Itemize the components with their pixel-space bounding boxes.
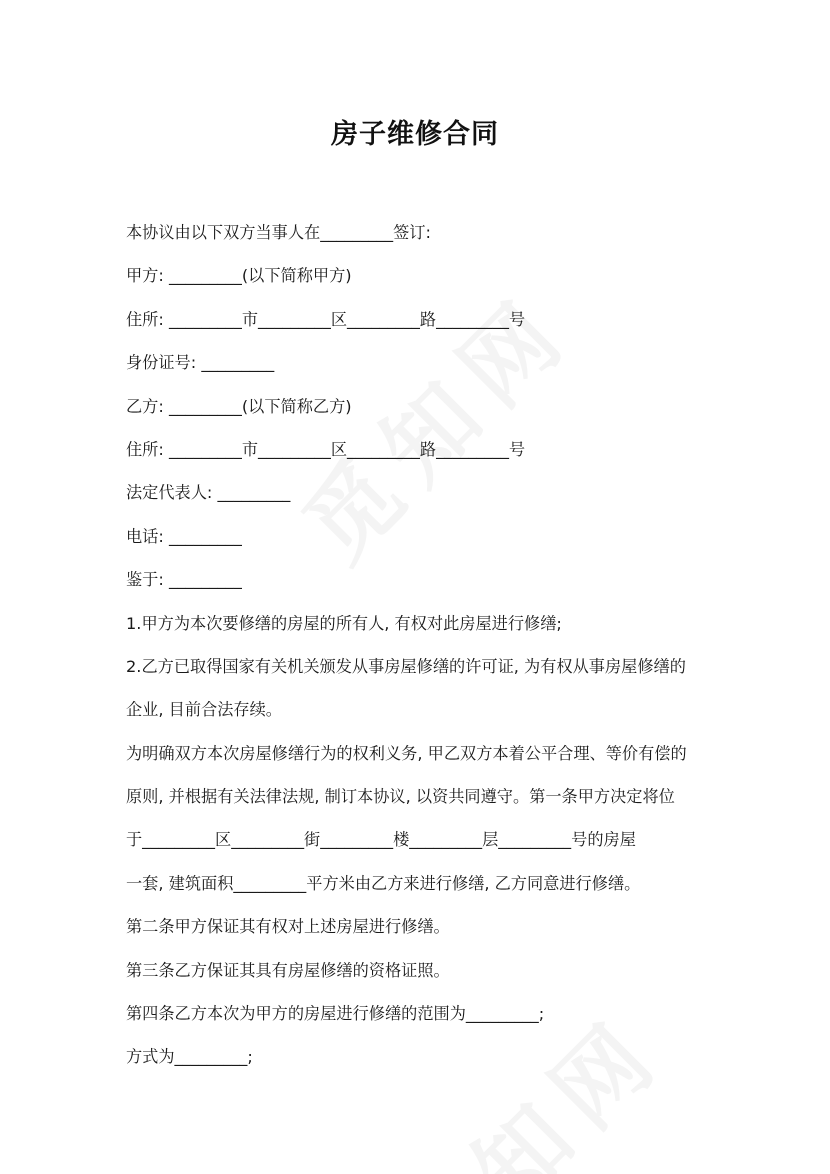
article-3-line: 第三条乙方保证其具有房屋修缮的资格证照。 — [126, 960, 450, 980]
purpose-cont-line: 原则, 并根据有关法律法规, 制订本协议, 以资共同遵守。第一条甲方决定将位 — [126, 787, 675, 807]
article-4-line: 第四条乙方本次为甲方的房屋进行修缮的范围为_________; — [126, 1004, 545, 1024]
party-a-address-line: 住所: _________市_________区_________路_________号 — [126, 309, 526, 329]
recital-1-line: 1.甲方为本次要修缮的房屋的所有人, 有权对此房屋进行修缮; — [126, 613, 562, 633]
recital-2-line: 2.乙方已取得国家有关机关颁发从事房屋修缮的许可证, 为有权从事房屋修缮的 — [126, 656, 686, 676]
phone-line: 电话: _________ — [126, 526, 242, 546]
party-b-address-line: 住所: _________市_________区_________路_________号 — [126, 439, 526, 459]
whereas-line: 鉴于: _________ — [126, 570, 242, 590]
id-number-line: 身份证号: _________ — [126, 353, 275, 373]
legal-representative-line: 法定代表人: _________ — [126, 483, 291, 503]
document-title: 房子维修合同 — [331, 119, 499, 150]
party-a-line: 甲方: _________(以下简称甲方) — [126, 266, 352, 286]
document-body — [126, 218, 712, 1086]
article-1-cont-line: 一套, 建筑面积_________平方米由乙方来进行修缮, 乙方同意进行修缮。 — [126, 873, 641, 893]
article-1-line: 于_________区_________街_________楼_________层_________号的房屋 — [126, 830, 636, 850]
recital-2-cont-line: 企业, 目前合法存续。 — [126, 700, 282, 720]
method-line: 方式为_________; — [126, 1047, 253, 1067]
party-b-line: 乙方: _________(以下简称乙方) — [126, 396, 352, 416]
purpose-line: 为明确双方本次房屋修缮行为的权利义务, 甲乙双方本着公平合理、等价有偿的 — [126, 743, 687, 763]
intro-line: 本协议由以下双方当事人在_________签订: — [126, 223, 431, 242]
article-2-line: 第二条甲方保证其有权对上述房屋进行修缮。 — [126, 917, 450, 937]
